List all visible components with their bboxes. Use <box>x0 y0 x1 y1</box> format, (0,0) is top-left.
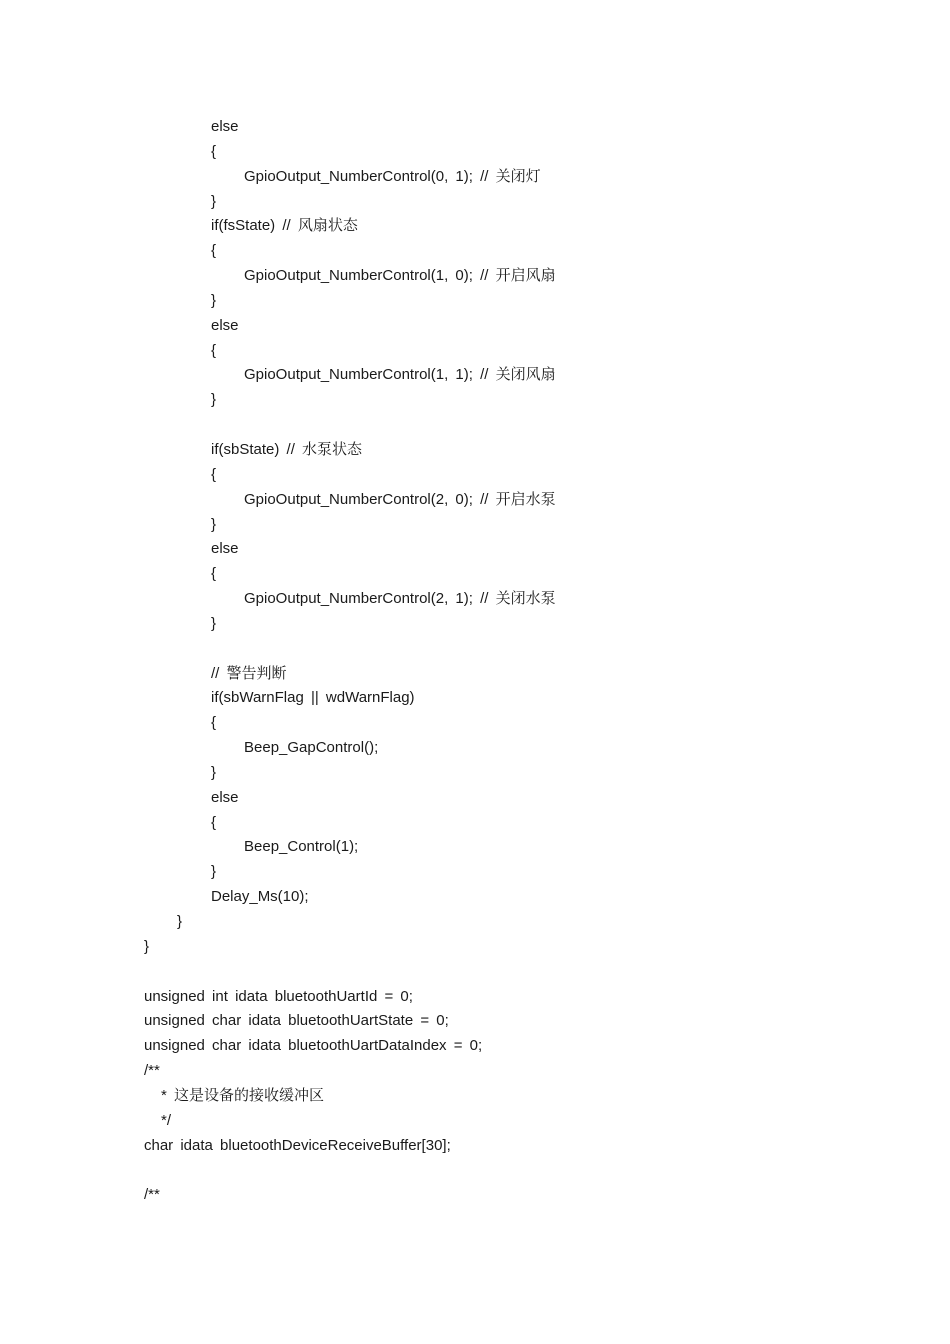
code-line: */ <box>161 1111 172 1129</box>
code-line: * 这是设备的接收缓冲区 <box>161 1086 325 1104</box>
code-line: else <box>211 788 239 806</box>
code-line: char idata bluetoothDeviceReceiveBuffer[30]; <box>144 1136 451 1154</box>
code-line: } <box>211 763 217 781</box>
code-line: if(fsState) // 风扇状态 <box>211 217 358 235</box>
code-line: } <box>211 863 217 881</box>
code-line: unsigned char idata bluetoothUartDataIndex = 0; <box>144 1037 483 1055</box>
blank-line <box>144 637 556 662</box>
blank-line <box>144 413 556 438</box>
code-line: else <box>211 118 239 135</box>
code-line: unsigned char idata bluetoothUartState = 0; <box>144 1012 449 1030</box>
code-line: { <box>211 142 217 160</box>
code-line: } <box>211 614 217 632</box>
code-listing <box>144 115 556 1208</box>
code-line: { <box>211 341 217 359</box>
code-line: } <box>211 391 217 409</box>
code-line: unsigned int idata bluetoothUartId = 0; <box>144 987 413 1005</box>
code-line: } <box>177 913 183 930</box>
code-line: Beep_GapControl(); <box>244 739 379 757</box>
code-line: /** <box>144 1186 160 1204</box>
code-line: Beep_Control(1); <box>244 838 359 856</box>
code-line: } <box>211 291 217 309</box>
code-line: else <box>211 540 239 558</box>
code-line: { <box>211 813 217 831</box>
code-line: Delay_Ms(10); <box>211 888 309 906</box>
code-line: { <box>211 242 217 260</box>
blank-line <box>144 960 556 985</box>
code-line: } <box>144 937 150 955</box>
code-line: { <box>211 565 217 583</box>
code-line: GpioOutput_NumberControl(2, 0); // 开启水泵 <box>244 490 556 508</box>
code-line: { <box>211 465 217 483</box>
code-line: GpioOutput_NumberControl(1, 0); // 开启风扇 <box>244 267 556 285</box>
blank-line <box>144 1158 556 1183</box>
code-line: } <box>211 515 217 533</box>
code-line: // 警告判断 <box>211 664 287 682</box>
code-line: GpioOutput_NumberControl(0, 1); // 关闭灯 <box>244 167 541 185</box>
code-line: else <box>211 316 239 334</box>
code-line: /** <box>144 1062 160 1080</box>
code-line: if(sbWarnFlag || wdWarnFlag) <box>211 689 415 707</box>
code-line: { <box>211 714 217 732</box>
code-line: } <box>211 192 217 210</box>
code-line: GpioOutput_NumberControl(1, 1); // 关闭风扇 <box>244 366 556 384</box>
code-line: GpioOutput_NumberControl(2, 1); // 关闭水泵 <box>244 590 556 608</box>
code-line: if(sbState) // 水泵状态 <box>211 440 363 458</box>
